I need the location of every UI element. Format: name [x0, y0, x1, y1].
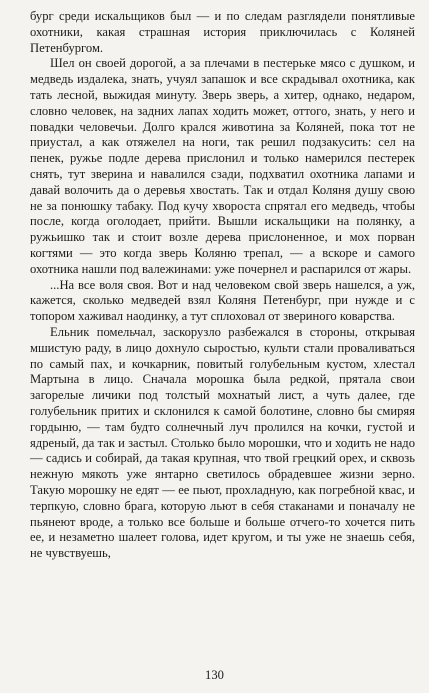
paragraph-3: ...На все воля своя. Вот и над человеком свой зверь нашелся, а уж, кажется, сколько медведей взял Коляня Петенбург, при нужде и с топором хаживал наодинку, а тут сплоховал от звериного коварства.: [30, 277, 415, 324]
paragraph-4: Ельник помельчал, заскорузло разбежался в стороны, открывая мшистую раду, в лицо дохнуло сыростью, культи стали проваливаться по самый пах, и кочкарник, повитый голубельным кустом, хлестал Мартына в лицо. Сначала морошка была редкой, прятала свои загорелые личики под толстый мохнатый лист, а чуть далее, где голубельник притих и склонился к самой болотине, словно бы смиряя гордыню, — там будто солнечный луч пролился на кочки, густой и ядреный, да так и застыл. Столько было морошки, что и ходить не надо — садись и собирай, да такая крупная, что твой грецкий орех, и сквозь нежную мякоть уже янтарно светилось обрадевшее жизни зерно. Такую морошку не едят — ее пьют, прохладную, как погребной квас, и терпкую, словно брага, которую льют в себя стаканами и поначалу не пьянеют вроде, а только все больше и больше отчего-то хочется пить ее, и незаметно шалеет голова, идет кругом, и ты уже не знаешь себя, не чувствуешь,: [30, 324, 415, 561]
page-body: [30, 9, 415, 562]
page-number: 130: [205, 668, 224, 682]
paragraph-2: Шел он своей дорогой, а за плечами в пестерьке мясо с душком, и медведь издалека, знать, учуял запашок и все скрадывал охотника, как тать лесной, выжидая минуту. Зверь зверь, а хитер, однако, недаром, словно человек, на задних лапах ходить может, оттого, знать, у него и повадки человечьи. Долго крался животина за Коляней, пока тот не приустал, а как отяжелел на ноги, так решил подзакусить: сел на пенек, ружье подле дерева прислонил и только намерился пестерек снять, тут зверина и навалился сзади, подхватил охотника лапами и давай волочить да о деревья хвостать. Так и отдал Коляня душу свою не за понюшку табаку. Под кучу хвороста спрятал его медведь, чтобы после, когда оголодает, прийти. Вышли искальщики на полянку, а ружьишко так и стоит возле дерева прислоненное, и мох порван когтями — это когда зверь Коляню трепал, — а вскоре и самого охотника нашли под валежинами: уже почернел и распарился от жары.: [30, 56, 415, 276]
paragraph-1: бург среди искальщиков был — и по следам разглядели понятливые охотники, какая страшная история приключилась с Коляней Петенбургом.: [30, 9, 415, 55]
